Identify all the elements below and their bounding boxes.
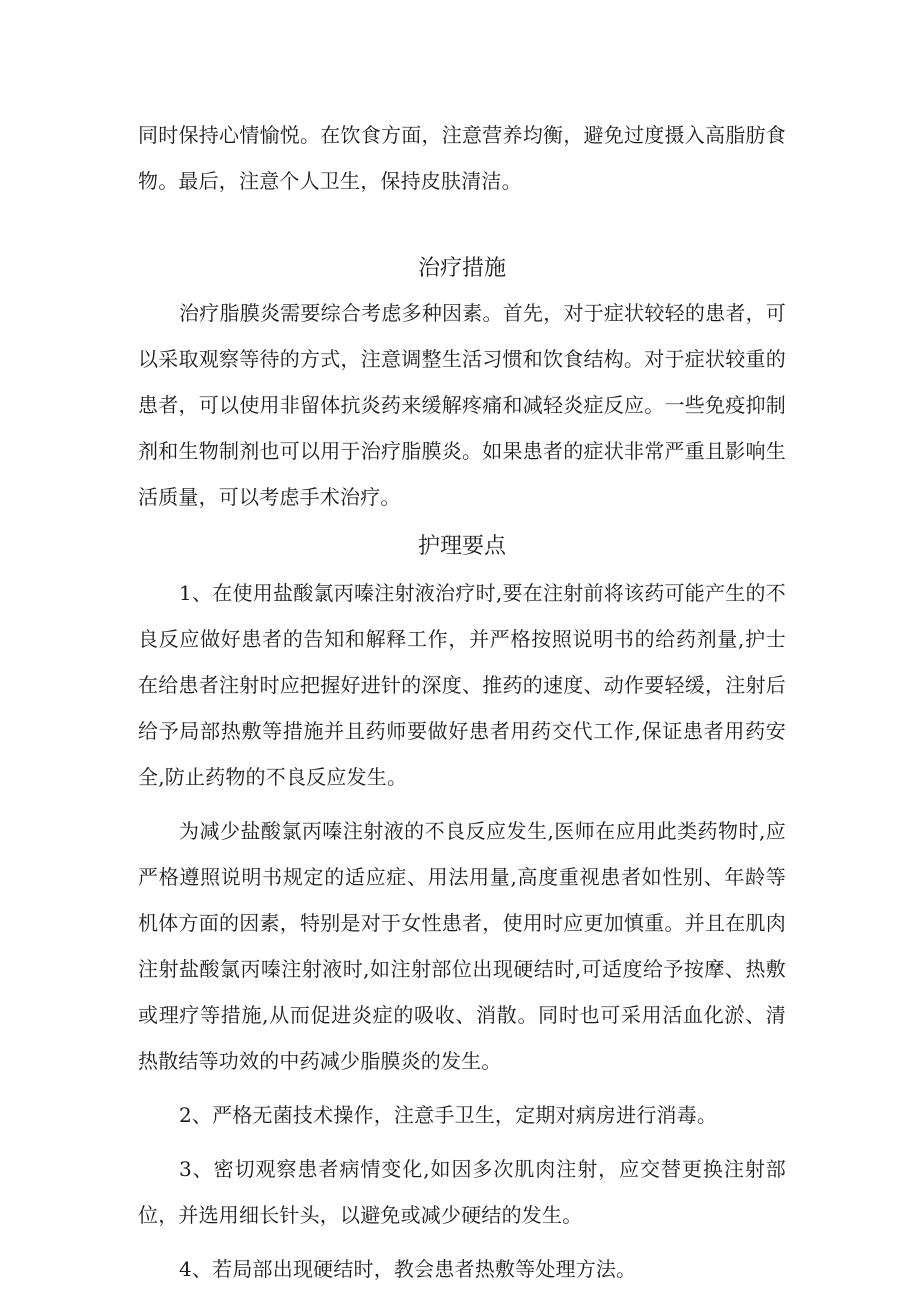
document-page xyxy=(138,112,786,1292)
treatment-paragraph: 治疗脂膜炎需要综合考虑多种因素。首先，对于症状较轻的患者，可以采取观察等待的方式，注意调整生活习惯和饮食结构。对于症状较重的患者，可以使用非留体抗炎药来缓解疼痛和减轻炎症反应。一些免疫抑制剂和生物制剂也可以用于治疗脂膜炎。如果患者的症状非常严重且影响生活质量，可以考虑手术治疗。 xyxy=(138,301,786,509)
nursing-item-1: 1、在使用盐酸氯丙嗪注射液治疗时,要在注射前将该药可能产生的不良反应做好患者的告知和解释工作，并严格按照说明书的给药剂量,护士在给患者注射时应把握好进针的深度、推药的速度、动作要轻缓，注射后给予局部热敷等措施并且药师要做好患者用药交代工作,保证患者用药安全,防止药物的不良反应发生。 xyxy=(138,581,786,789)
heading-nursing: 护理要点 xyxy=(417,534,506,559)
nursing-item-2: 2、严格无菌技术操作，注意手卫生，定期对病房进行消毒。 xyxy=(179,1103,718,1127)
intro-paragraph: 同时保持心情愉悦。在饮食方面，注意营养均衡，避免过度摄入高脂肪食物。最后，注意个人卫生，保持皮肤清洁。 xyxy=(138,123,786,193)
nursing-paragraph-physician: 为减少盐酸氯丙嗪注射液的不良反应发生,医师在应用此类药物时,应严格遵照说明书规定的适应症、用法用量,高度重视患者如性别、年龄等机体方面的因素，特别是对于女性患者，使用时应更加慎重。并且在肌肉注射盐酸氯丙嗪注射液时,如注射部位出现硬结时,可适度给予按摩、热敷或理疗等措施,从而促进炎症的吸收、消散。同时也可采用活血化淤、清热散结等功效的中药减少脂膜炎的发生。 xyxy=(138,819,786,1073)
nursing-item-4: 4、若局部出现硬结时，教会患者热敷等处理方法。 xyxy=(179,1257,637,1281)
heading-treatment: 治疗措施 xyxy=(417,256,506,281)
nursing-item-3: 3、密切观察患者病情变化,如因多次肌肉注射，应交替更换注射部位，并选用细长针头，以避免或减少硬结的发生。 xyxy=(138,1157,786,1227)
